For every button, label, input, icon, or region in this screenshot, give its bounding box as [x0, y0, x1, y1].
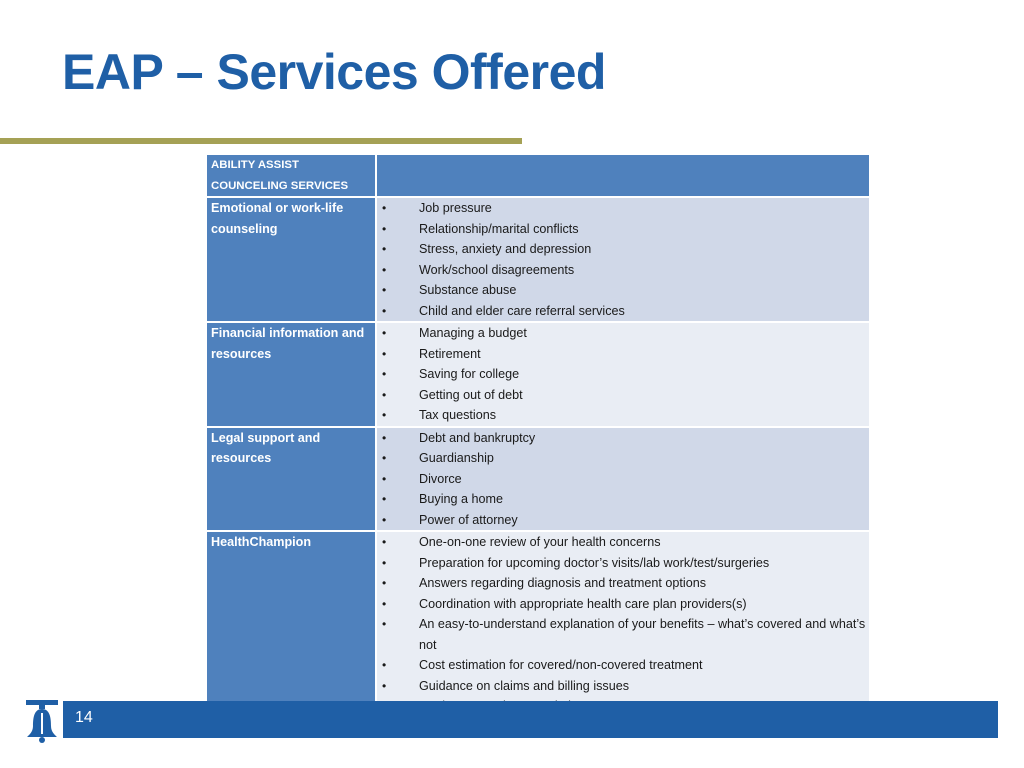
- bullet-list: [377, 323, 869, 426]
- row-items: [376, 427, 870, 532]
- list-item: • Relationship/marital conflicts: [377, 219, 869, 240]
- bullet-icon: •: [382, 471, 387, 486]
- table-header-blank: [376, 154, 870, 197]
- bullet-icon: •: [382, 408, 387, 422]
- bullet-icon: •: [382, 326, 387, 340]
- row-label: Financial information and resources: [206, 322, 376, 427]
- row-label: Legal support and resources: [206, 427, 376, 532]
- list-item: • Managing a budget: [377, 323, 869, 344]
- bullet-icon: •: [382, 367, 387, 381]
- bullet-icon: •: [382, 303, 387, 318]
- bullet-icon: •: [382, 451, 387, 465]
- table-header-label: ABILITY ASSIST COUNCELING SERVICES: [206, 154, 376, 197]
- bullet-icon: •: [382, 555, 387, 570]
- list-item: • Tax questions: [377, 405, 869, 426]
- bullet-list: [377, 532, 869, 717]
- bullet-icon: •: [382, 535, 387, 549]
- list-item: • Saving for college: [377, 364, 869, 385]
- list-item: • Coordination with appropriate health care plan providers(s): [377, 594, 869, 615]
- bullet-icon: •: [382, 512, 387, 527]
- list-item: • Retirement: [377, 344, 869, 365]
- bullet-icon: •: [382, 596, 387, 611]
- bullet-icon: •: [382, 678, 387, 693]
- table-row: [206, 197, 870, 322]
- title-underline: [0, 138, 522, 144]
- footer-bar: [63, 701, 998, 738]
- liberty-bell-logo-icon: [24, 700, 60, 744]
- list-item: • Buying a home: [377, 489, 869, 510]
- services-table: [205, 153, 871, 719]
- bullet-list: [377, 428, 869, 531]
- bullet-list: [377, 198, 869, 321]
- list-item: • Guidance on claims and billing issues: [377, 676, 869, 697]
- bullet-icon: •: [382, 283, 387, 297]
- row-items: [376, 531, 870, 718]
- bullet-icon: •: [382, 387, 387, 402]
- bullet-icon: •: [382, 430, 387, 445]
- list-item: • Divorce: [377, 469, 869, 490]
- list-item: • One-on-one review of your health concerns: [377, 532, 869, 553]
- bullet-icon: •: [382, 242, 387, 256]
- list-item: • Child and elder care referral services: [377, 301, 869, 322]
- page-title: EAP – Services Offered: [62, 44, 606, 100]
- bullet-icon: •: [382, 262, 387, 277]
- list-item: • Debt and bankruptcy: [377, 428, 869, 449]
- list-item: • Preparation for upcoming doctor’s visits/lab work/test/surgeries: [377, 553, 869, 574]
- row-items: [376, 197, 870, 322]
- bullet-icon: •: [382, 201, 387, 215]
- bullet-icon: •: [382, 346, 387, 361]
- bullet-icon: •: [382, 617, 387, 631]
- table-row: [206, 531, 870, 718]
- bullet-icon: •: [382, 658, 387, 672]
- row-label: Emotional or work-life counseling: [206, 197, 376, 322]
- list-item: • Work/school disagreements: [377, 260, 869, 281]
- list-item: • Cost estimation for covered/non-covered treatment: [377, 655, 869, 676]
- table-row: [206, 427, 870, 532]
- list-item: • Guardianship: [377, 448, 869, 469]
- list-item: • Substance abuse: [377, 280, 869, 301]
- row-label: HealthChampion: [206, 531, 376, 718]
- list-item: • An easy-to-understand explanation of your benefits – what’s covered and what’s not: [377, 614, 869, 655]
- list-item: • Answers regarding diagnosis and treatment options: [377, 573, 869, 594]
- list-item: • Stress, anxiety and depression: [377, 239, 869, 260]
- bullet-icon: •: [382, 492, 387, 506]
- table-header-row: [206, 154, 870, 197]
- bullet-icon: •: [382, 576, 387, 590]
- table-row: [206, 322, 870, 427]
- list-item: • Power of attorney: [377, 510, 869, 531]
- page-number: 14: [75, 709, 93, 726]
- row-items: [376, 322, 870, 427]
- bullet-icon: •: [382, 221, 387, 236]
- list-item: • Job pressure: [377, 198, 869, 219]
- list-item: • Getting out of debt: [377, 385, 869, 406]
